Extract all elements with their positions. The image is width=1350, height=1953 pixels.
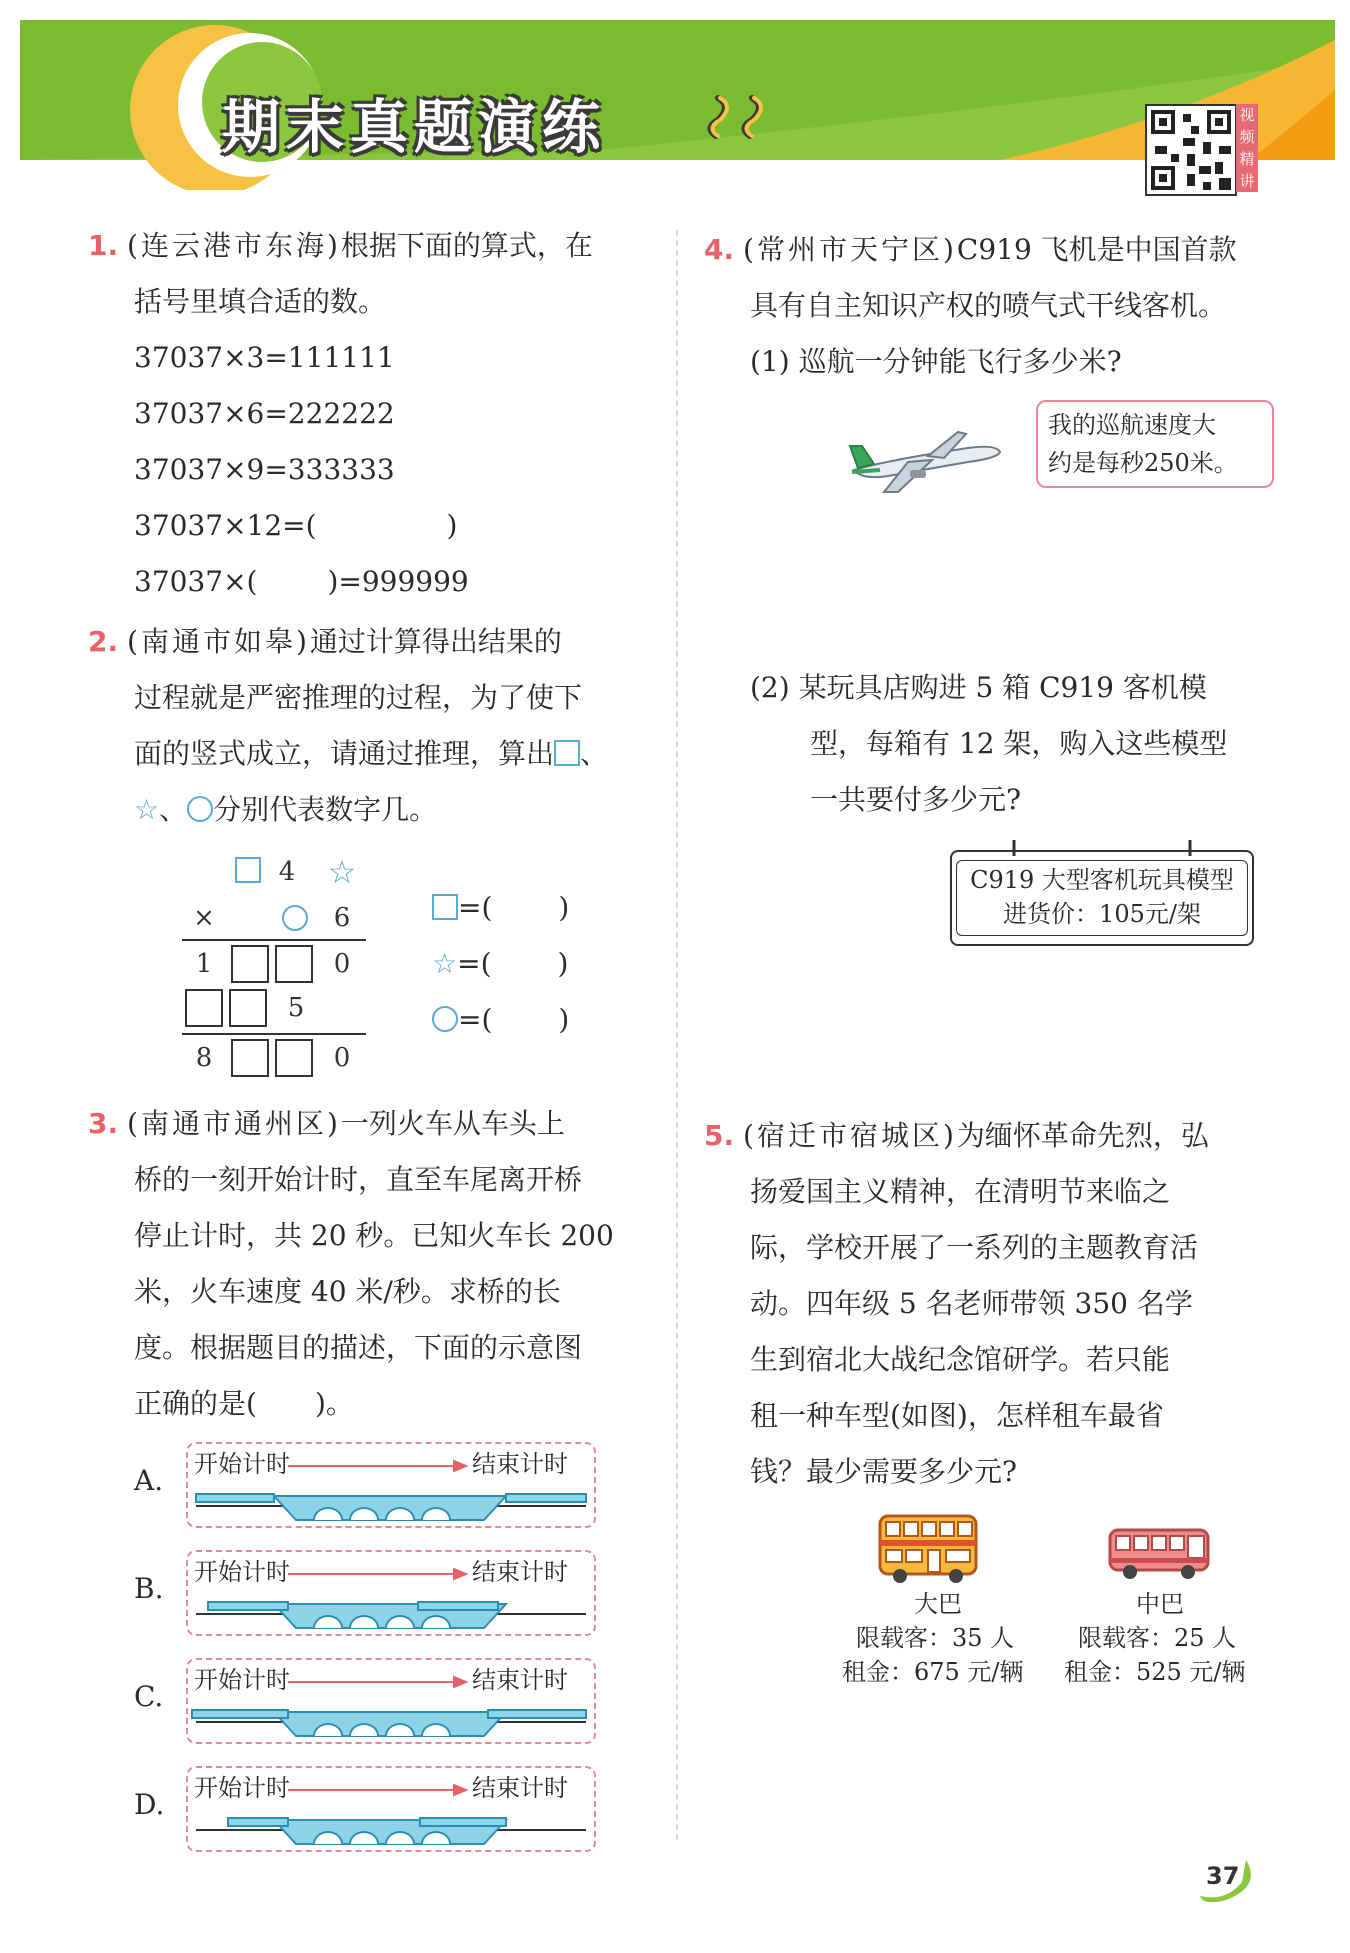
page-number: 37 <box>1206 1862 1240 1890</box>
eq-prefix: =( <box>457 947 492 980</box>
start-timing-label: 开始计时 <box>194 1774 290 1802</box>
eq-suffix: ) <box>557 947 569 980</box>
train-block <box>196 1494 274 1502</box>
column-divider <box>676 230 678 1840</box>
star-icon: ☆ <box>432 947 458 980</box>
double-decker-bus-icon <box>876 1512 980 1584</box>
q1-eq4-left: 37037×12=( <box>134 509 317 542</box>
q4-source: (常州市天宁区) <box>743 233 957 266</box>
bridge-train-diagram <box>188 1444 594 1526</box>
q1-eq5 <box>134 554 469 610</box>
price-card-price: 进货价：105元/架 <box>1003 900 1201 928</box>
q3-source: (南通市通州区) <box>127 1107 341 1140</box>
q2-line1 <box>88 614 562 670</box>
times-sign: × <box>193 903 215 933</box>
qr-label: 视频精讲 <box>1236 104 1258 192</box>
q2-text4-b: 分别代表数字几。 <box>213 793 438 826</box>
q1-eq4-right: ) <box>446 509 458 542</box>
digit-8: 8 <box>195 1043 213 1073</box>
answer-star <box>432 936 568 992</box>
circle-placeholder <box>283 906 307 930</box>
digit-6: 6 <box>333 903 351 933</box>
q2-text3: 面的竖式成立，请通过推理，算出 <box>134 737 555 770</box>
q5-line5: 生到宿北大战纪念馆研学。若只能 <box>750 1343 1171 1376</box>
q2-number: 2. <box>88 625 119 658</box>
q4-line1 <box>704 222 1237 278</box>
speech-bubble <box>1036 400 1274 488</box>
q3-text: 一列火车从车头上 <box>340 1107 565 1140</box>
start-timing-label: 开始计时 <box>194 1558 290 1586</box>
star-icon: ☆ <box>134 793 160 826</box>
q3-number: 3. <box>88 1107 119 1140</box>
option-label[interactable]: A. <box>134 1464 164 1497</box>
digit-1: 1 <box>195 949 213 979</box>
train-block <box>228 1818 288 1826</box>
end-timing-label: 结束计时 <box>472 1774 568 1802</box>
q5-number: 5. <box>704 1119 735 1152</box>
q2-line2: 过程就是严密推理的过程，为了使下 <box>134 681 583 714</box>
digit-box[interactable] <box>232 1040 268 1076</box>
vertical-multiplication <box>180 848 380 1078</box>
answer-square <box>432 880 569 936</box>
q5-source: (宿迁市宿城区) <box>743 1119 957 1152</box>
q4-line2: 具有自主知识产权的喷气式干线客机。 <box>750 289 1227 322</box>
big-bus-rent: 租金：675 元/辆 <box>842 1658 1024 1686</box>
digit-box[interactable] <box>276 1040 312 1076</box>
q1-eq4 <box>134 498 457 554</box>
digit-box[interactable] <box>232 946 268 982</box>
digit-box[interactable] <box>230 990 266 1026</box>
square-symbol <box>554 740 580 766</box>
q4-sub2-line2: 型，每箱有 12 架，购入这些模型 <box>810 727 1228 760</box>
q3-line5: 度。根据题目的描述，下面的示意图 <box>134 1331 583 1364</box>
arrow-head <box>454 1461 466 1471</box>
q1-eq3: 37037×9=333333 <box>134 453 395 486</box>
square-symbol <box>432 894 458 920</box>
q1-source: (连云港市东海) <box>127 229 341 262</box>
q2-text4-a: 、 <box>159 793 188 826</box>
train-block <box>192 1710 288 1718</box>
mid-bus-name: 中巴 <box>1136 1590 1184 1618</box>
minibus-icon <box>1106 1524 1212 1584</box>
q3-line2: 桥的一刻开始计时，直至车尾离开桥 <box>134 1163 583 1196</box>
q1-text: 根据下面的算式，在 <box>340 229 593 262</box>
q2-text: 通过计算得出结果的 <box>309 625 562 658</box>
q1-eq5-left: 37037×( <box>134 565 258 598</box>
option-label[interactable]: B. <box>134 1572 164 1605</box>
digit-5: 5 <box>287 993 305 1023</box>
star-placeholder-icon: ☆ <box>327 853 357 891</box>
option-label[interactable]: D. <box>134 1788 165 1821</box>
eq-suffix: ) <box>558 891 570 924</box>
q3-text6-a: 正确的是( <box>134 1387 257 1420</box>
digit-box[interactable] <box>186 990 222 1026</box>
end-timing-label: 结束计时 <box>472 1666 568 1694</box>
option-diagram[interactable] <box>186 1766 596 1852</box>
square-placeholder <box>236 858 260 882</box>
page-number-swoosh <box>1196 1856 1266 1906</box>
eq-suffix: ) <box>558 1003 570 1036</box>
bridge-train-diagram <box>188 1768 594 1850</box>
train-block <box>506 1494 586 1502</box>
q5-line6: 租一种车型(如图)，怎样租车最省 <box>750 1399 1164 1432</box>
eq-prefix: =( <box>458 891 493 924</box>
option-diagram[interactable] <box>186 1658 596 1744</box>
q5-line3: 际，学校开展了一系列的主题教育活 <box>750 1231 1199 1264</box>
option-label[interactable]: C. <box>134 1680 164 1713</box>
bridge-train-diagram <box>188 1660 594 1742</box>
digit-box[interactable] <box>276 946 312 982</box>
q4-sub1: (1) 巡航一分钟能飞行多少米? <box>750 345 1122 378</box>
end-timing-label: 结束计时 <box>472 1450 568 1478</box>
q3-line3: 停止计时，共 20 秒。已知火车长 200 <box>134 1219 614 1252</box>
digit-0: 0 <box>333 949 351 979</box>
q2-line3 <box>134 726 608 782</box>
end-timing-label: 结束计时 <box>472 1558 568 1586</box>
q3-line1 <box>88 1096 565 1152</box>
airplane-icon <box>848 412 1008 496</box>
arrow-head <box>454 1785 466 1795</box>
q5-text: 为缅怀革命先烈，弘 <box>956 1119 1209 1152</box>
q2-line4 <box>134 782 437 838</box>
q5-line2: 扬爱国主义精神，在清明节来临之 <box>750 1175 1171 1208</box>
q1-eq1: 37037×3=111111 <box>134 341 395 374</box>
page-title: 期末真题演练 <box>222 93 607 161</box>
q4-sub2-line3: 一共要付多少元? <box>810 783 1022 816</box>
q5-line4: 动。四年级 5 名老师带领 350 名学 <box>750 1287 1193 1320</box>
eq-prefix: =( <box>458 1003 493 1036</box>
digit-4: 4 <box>278 857 296 887</box>
q1-eq2: 37037×6=222222 <box>134 397 395 430</box>
circle-symbol <box>432 1006 458 1032</box>
bubble-line-1: 我的巡航速度大 <box>1048 411 1216 439</box>
q5-line7: 钱？最少需要多少元? <box>750 1455 1018 1488</box>
q1-eq5-right: )=999999 <box>327 565 469 598</box>
q2-source: (南通市如皋) <box>127 625 310 658</box>
q5-line1 <box>704 1108 1209 1164</box>
q3-line4: 米，火车速度 40 米/秒。求桥的长 <box>134 1275 561 1308</box>
q1-number: 1. <box>88 229 119 262</box>
train-block <box>208 1602 288 1610</box>
mid-bus-rent: 租金：525 元/辆 <box>1064 1658 1246 1686</box>
big-bus-name: 大巴 <box>914 1590 962 1618</box>
digit-0: 0 <box>333 1043 351 1073</box>
q1-line1 <box>88 218 593 274</box>
option-diagram[interactable] <box>186 1550 596 1636</box>
circle-symbol <box>187 796 213 822</box>
q3-line6 <box>134 1376 354 1432</box>
train-block <box>420 1818 506 1826</box>
price-card-title: C919 大型客机玩具模型 <box>970 866 1234 894</box>
q4-number: 4. <box>704 233 735 266</box>
answer-circle <box>432 992 569 1048</box>
bridge-train-diagram <box>188 1552 594 1634</box>
start-timing-label: 开始计时 <box>194 1450 290 1478</box>
big-bus-capacity: 限载客：35 人 <box>856 1624 1015 1652</box>
bubble-line-2: 约是每秒250米。 <box>1048 449 1238 477</box>
q4-text: C919 飞机是中国首款 <box>956 233 1237 266</box>
price-card-inner <box>956 860 1248 936</box>
q4-sub2-line1: (2) 某玩具店购进 5 箱 C919 客机模 <box>750 671 1207 704</box>
price-card <box>950 850 1254 946</box>
q2-text3-end: 、 <box>580 737 609 770</box>
train-block <box>488 1710 586 1718</box>
mid-bus-capacity: 限载客：25 人 <box>1078 1624 1237 1652</box>
q1-line2: 括号里填合适的数。 <box>134 285 387 318</box>
train-block <box>418 1602 498 1610</box>
arrow-head <box>454 1569 466 1579</box>
qr-code-icon[interactable] <box>1145 104 1237 196</box>
start-timing-label: 开始计时 <box>194 1666 290 1694</box>
option-diagram[interactable] <box>186 1442 596 1528</box>
arrow-head <box>454 1677 466 1687</box>
q3-text6-b: )。 <box>314 1387 354 1420</box>
